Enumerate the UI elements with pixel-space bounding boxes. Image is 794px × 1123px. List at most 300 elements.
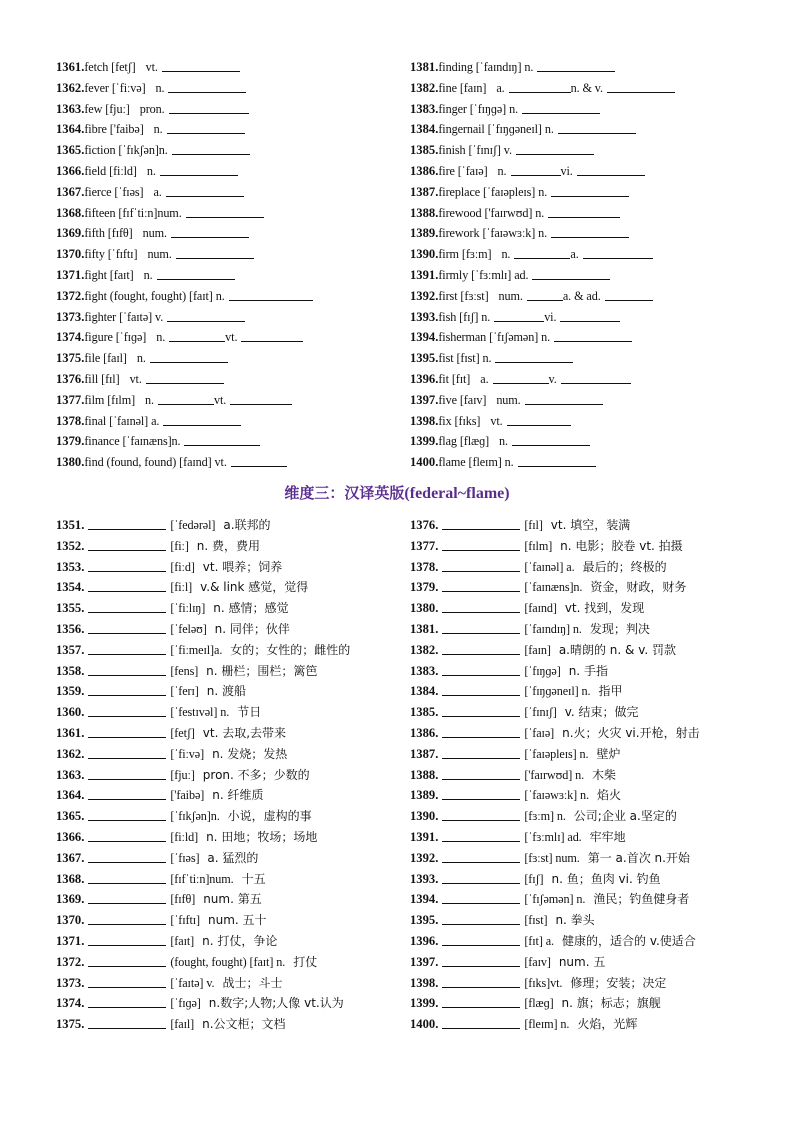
answer-blank[interactable] — [88, 767, 166, 780]
definition: 指甲 — [598, 684, 623, 699]
answer-blank[interactable] — [442, 725, 520, 738]
answer-blank[interactable] — [168, 80, 246, 93]
item-number: 1373. — [56, 975, 85, 990]
part-of-speech: vt. — [145, 60, 158, 74]
answer-blank[interactable] — [537, 59, 615, 72]
answer-blank[interactable] — [442, 704, 520, 717]
blank-label: v. — [548, 371, 557, 386]
phonetic: [fens] — [170, 663, 199, 678]
item-number: 1372. — [56, 954, 85, 969]
phonetic: [ˈfedərəl] — [170, 518, 216, 532]
definition: 修理；安装；决定 — [570, 975, 667, 990]
word-phonetic: fist [fɪst] n. — [438, 351, 492, 366]
answer-blank[interactable] — [88, 559, 166, 572]
answer-blank[interactable] — [158, 392, 214, 405]
answer-blank[interactable] — [442, 767, 520, 780]
answer-blank[interactable] — [229, 288, 313, 301]
answer-blank[interactable] — [88, 642, 166, 655]
word-phonetic: fifth [fɪfθ] — [84, 226, 133, 241]
word-phonetic: fish [fɪʃ] n. — [438, 309, 491, 324]
blank-label: n. & v. — [570, 80, 603, 95]
word-phonetic: final [ˈfaɪnəl] a. — [84, 413, 160, 428]
part-of-speech: n. — [143, 267, 153, 282]
answer-blank[interactable] — [442, 642, 520, 655]
word-phonetic: firewood ['faɪrwʊd] n. — [438, 205, 545, 220]
definition: 十五 — [241, 871, 266, 886]
phonetic: [ˈfeləʊ] — [170, 621, 207, 636]
phonetic: ['faɪrwʊd] n. — [524, 767, 585, 782]
answer-blank[interactable] — [88, 683, 166, 696]
answer-blank[interactable] — [577, 163, 645, 176]
answer-blank[interactable] — [442, 538, 520, 551]
answer-blank[interactable] — [88, 808, 166, 821]
item-number: 1383. — [410, 101, 439, 116]
answer-blank[interactable] — [241, 329, 303, 342]
item-number: 1353. — [56, 559, 85, 574]
answer-blank[interactable] — [442, 808, 520, 821]
answer-blank[interactable] — [88, 829, 166, 842]
definition: vt. 找到，发现 — [564, 601, 645, 616]
phonetic: [fɪlm] — [524, 538, 553, 553]
word-phonetic: finish [ˈfɪnɪʃ] v. — [438, 143, 512, 158]
answer-blank[interactable] — [516, 142, 594, 155]
answer-blank[interactable] — [88, 746, 166, 759]
phonetic: [ˈferɪ] — [170, 684, 199, 699]
word-phonetic: fighter [ˈfaɪtə] v. — [84, 309, 164, 324]
item-number: 1399. — [410, 434, 439, 449]
item-number: 1363. — [56, 101, 85, 116]
answer-blank[interactable] — [507, 413, 571, 426]
zh-en-list-left — [56, 515, 396, 1035]
vocab-row — [410, 744, 750, 765]
phonetic: [fɪfˈtiːn]num. — [170, 871, 234, 886]
answer-blank[interactable] — [442, 683, 520, 696]
item-number: 1399. — [410, 996, 439, 1011]
answer-blank[interactable] — [186, 205, 264, 218]
answer-blank[interactable] — [558, 121, 636, 134]
answer-blank[interactable] — [88, 954, 166, 967]
answer-blank[interactable] — [442, 995, 520, 1008]
answer-blank[interactable] — [88, 912, 166, 925]
item-number: 1393. — [410, 871, 439, 886]
answer-blank[interactable] — [88, 850, 166, 863]
answer-blank[interactable] — [88, 663, 166, 676]
answer-blank[interactable] — [442, 663, 520, 676]
answer-blank[interactable] — [88, 621, 166, 634]
answer-blank[interactable] — [88, 579, 166, 592]
item-number: 1392. — [410, 850, 439, 865]
answer-blank[interactable] — [554, 329, 632, 342]
definition: 小说，虚构的事 — [227, 809, 312, 824]
answer-blank[interactable] — [551, 184, 629, 197]
vocab-row — [56, 931, 396, 952]
answer-blank[interactable] — [176, 246, 254, 259]
item-number: 1397. — [410, 954, 439, 969]
word-phonetic: fine [faɪn] — [438, 80, 487, 95]
vocab-row — [56, 244, 396, 265]
vocab-row — [410, 244, 750, 265]
phonetic: [ˈfaɪə] — [524, 725, 555, 740]
vocab-row — [410, 785, 750, 806]
answer-blank[interactable] — [605, 288, 653, 301]
part-of-speech: n. — [497, 163, 507, 178]
definition: n.数字;人物;人像 vt.认为 — [208, 996, 344, 1011]
definition: n. 拳头 — [555, 913, 595, 928]
item-number: 1362. — [56, 746, 85, 761]
definition: num. 五十 — [208, 913, 267, 928]
part-of-speech: num. — [147, 247, 172, 262]
answer-blank[interactable] — [551, 225, 629, 238]
answer-blank[interactable] — [442, 829, 520, 842]
answer-blank[interactable] — [511, 163, 561, 176]
answer-blank[interactable] — [88, 891, 166, 904]
answer-blank[interactable] — [509, 80, 571, 93]
definition: n. 手指 — [568, 663, 608, 678]
word-phonetic: field [fiːld] — [84, 163, 137, 178]
en-zh-list-right — [410, 57, 750, 473]
word-phonetic: fisherman [ˈfɪʃəmən] n. — [438, 330, 551, 345]
item-number: 1361. — [56, 60, 85, 74]
vocab-row — [410, 223, 750, 244]
answer-blank[interactable] — [442, 933, 520, 946]
en-zh-list-left — [56, 57, 396, 473]
answer-blank[interactable] — [171, 225, 249, 238]
item-number: 1397. — [410, 392, 439, 407]
definition: n. 渡船 — [206, 684, 246, 699]
answer-blank[interactable] — [167, 309, 245, 322]
answer-blank[interactable] — [88, 600, 166, 613]
vocab-row — [410, 723, 750, 744]
answer-blank[interactable] — [167, 121, 245, 134]
definition: vt. 去取,去带来 — [202, 725, 287, 740]
item-number: 1355. — [56, 601, 85, 616]
answer-blank[interactable] — [522, 101, 600, 114]
item-number: 1379. — [410, 580, 439, 595]
answer-blank[interactable] — [88, 975, 166, 988]
item-number: 1370. — [56, 247, 85, 262]
phonetic: [fɪl] — [524, 518, 543, 532]
vocab-row — [56, 848, 396, 869]
answer-blank[interactable] — [88, 995, 166, 1008]
phonetic: [faɪnd] — [524, 601, 557, 616]
item-number: 1394. — [410, 330, 439, 345]
definition: n. 费，费用 — [196, 538, 261, 553]
vocab-row — [410, 411, 750, 432]
answer-blank[interactable] — [88, 538, 166, 551]
phonetic: [fɪʃ] — [524, 871, 544, 886]
answer-blank[interactable] — [494, 309, 544, 322]
vocab-row — [410, 140, 750, 161]
definition: v.& link 感觉，觉得 — [200, 580, 309, 595]
vocab-row — [56, 57, 396, 78]
phonetic: [ˈfaɪəwɜːk] n. — [524, 788, 589, 803]
definition: n. 旗；标志；旗舰 — [561, 996, 661, 1011]
part-of-speech: a. — [153, 184, 162, 199]
vocab-row — [56, 99, 396, 120]
item-number: 1387. — [410, 184, 439, 199]
part-of-speech: n. — [153, 122, 163, 137]
vocab-row — [56, 806, 396, 827]
answer-blank[interactable] — [442, 746, 520, 759]
phonetic: [fɪfθ] — [170, 892, 196, 907]
vocab-row — [410, 598, 750, 619]
answer-blank[interactable] — [160, 163, 238, 176]
answer-blank[interactable] — [525, 392, 603, 405]
answer-blank[interactable] — [169, 329, 225, 342]
definition: 健康的，适合的 v.使适合 — [562, 933, 696, 948]
definition: 牢牢地 — [589, 829, 626, 844]
vocab-row — [410, 307, 750, 328]
vocab-row — [410, 889, 750, 910]
answer-blank[interactable] — [583, 246, 653, 259]
part-of-speech: num. — [498, 288, 523, 303]
part-of-speech: vt. — [129, 371, 142, 386]
item-number: 1360. — [56, 705, 85, 720]
phonetic: [ˈfestɪvəl] n. — [170, 705, 230, 720]
part-of-speech: pron. — [139, 101, 165, 116]
answer-blank[interactable] — [607, 80, 675, 93]
vocab-row — [410, 952, 750, 973]
answer-blank[interactable] — [442, 850, 520, 863]
blank-label: vi. — [560, 163, 573, 178]
definition: a.晴朗的 n. & v. 罚款 — [558, 642, 677, 657]
word-phonetic: figure [ˈfɪɡə] — [84, 330, 147, 345]
item-number: 1384. — [410, 122, 439, 137]
item-number: 1365. — [56, 143, 85, 158]
item-number: 1398. — [410, 413, 439, 428]
item-number: 1396. — [410, 371, 439, 386]
part-of-speech: n. — [499, 434, 508, 449]
answer-blank[interactable] — [88, 517, 166, 530]
answer-blank[interactable] — [88, 704, 166, 717]
answer-blank[interactable] — [493, 371, 549, 384]
item-number: 1371. — [56, 267, 85, 282]
vocab-row — [56, 78, 396, 99]
part-of-speech: n. — [501, 247, 511, 262]
definition: 第一 a.首次 n.开始 — [587, 850, 690, 865]
item-number: 1367. — [56, 184, 85, 199]
definition: n. 发烧；发热 — [212, 746, 288, 761]
part-of-speech: a. — [496, 80, 505, 95]
answer-blank[interactable] — [146, 371, 224, 384]
vocab-row — [56, 952, 396, 973]
answer-blank[interactable] — [88, 725, 166, 738]
word-phonetic: fetch [fetʃ] — [84, 60, 136, 74]
phonetic: [fɜːm] n. — [524, 809, 566, 824]
part-of-speech: num. — [496, 392, 521, 407]
item-number: 1366. — [56, 829, 85, 844]
vocab-row — [410, 99, 750, 120]
vocab-row — [56, 993, 396, 1014]
phonetic: [faɪv] — [524, 954, 551, 969]
item-number: 1380. — [410, 601, 439, 616]
item-number: 1378. — [410, 559, 439, 574]
answer-blank[interactable] — [442, 787, 520, 800]
item-number: 1361. — [56, 725, 85, 740]
item-number: 1386. — [410, 163, 439, 178]
part-of-speech: n. — [136, 351, 146, 366]
item-number: 1381. — [410, 60, 439, 74]
definition: vt. 喂养；饲养 — [202, 559, 283, 574]
definition: 资金，财政，财务 — [590, 580, 687, 595]
item-number: 1383. — [410, 663, 439, 678]
answer-blank[interactable] — [442, 954, 520, 967]
phonetic: ['faibə] — [170, 788, 205, 803]
answer-blank[interactable] — [162, 59, 240, 72]
answer-blank[interactable] — [169, 101, 249, 114]
answer-blank[interactable] — [442, 600, 520, 613]
definition: a.联邦的 — [223, 518, 271, 532]
part-of-speech: vt. — [490, 413, 503, 428]
answer-blank[interactable] — [442, 975, 520, 988]
word-phonetic: fill [fɪl] — [84, 371, 120, 386]
answer-blank[interactable] — [88, 1016, 166, 1029]
vocab-row — [56, 681, 396, 702]
section-title-range: (federal~flame) — [404, 485, 510, 502]
item-number: 1380. — [56, 455, 85, 470]
vocab-row — [410, 431, 750, 452]
vocab-row — [410, 869, 750, 890]
item-number: 1389. — [410, 788, 439, 803]
answer-blank[interactable] — [527, 288, 563, 301]
answer-blank[interactable] — [495, 350, 573, 363]
answer-blank[interactable] — [514, 246, 570, 259]
answer-blank[interactable] — [442, 891, 520, 904]
answer-blank[interactable] — [166, 184, 244, 197]
answer-blank[interactable] — [512, 433, 590, 446]
answer-blank[interactable] — [172, 142, 250, 155]
item-number: 1351. — [56, 518, 85, 532]
item-number: 1381. — [410, 621, 439, 636]
answer-blank[interactable] — [560, 309, 620, 322]
vocab-row — [410, 119, 750, 140]
answer-blank[interactable] — [230, 392, 292, 405]
answer-blank[interactable] — [157, 267, 235, 280]
vocab-row — [56, 431, 396, 452]
answer-blank[interactable] — [442, 517, 520, 530]
definition: n. 鱼；鱼肉 vi. 钓鱼 — [551, 871, 661, 886]
phonetic: (fought, fought) [faɪt] n. — [170, 954, 286, 969]
phonetic: [fɪst] — [524, 913, 548, 928]
item-number: 1368. — [56, 871, 85, 886]
item-number: 1368. — [56, 205, 85, 220]
definition: 焰火 — [596, 788, 621, 803]
answer-blank[interactable] — [88, 933, 166, 946]
answer-blank[interactable] — [184, 433, 260, 446]
answer-blank[interactable] — [442, 871, 520, 884]
item-number: 1375. — [56, 1017, 85, 1032]
phonetic: [faɪl] — [170, 1017, 195, 1032]
vocab-row — [410, 702, 750, 723]
definition: vt. 填空，装满 — [550, 518, 631, 532]
phonetic: [fɪt] a. — [524, 933, 554, 948]
phonetic: [fiː] — [170, 538, 189, 553]
word-phonetic: fingernail [ˈfɪŋɡəneɪl] n. — [438, 122, 554, 137]
phonetic: [ˈfaɪnəl] a. — [524, 559, 575, 574]
answer-blank[interactable] — [442, 1016, 520, 1029]
answer-blank[interactable] — [88, 871, 166, 884]
vocab-row — [56, 307, 396, 328]
phonetic: [ˈfɪɡə] — [170, 996, 201, 1011]
answer-blank[interactable] — [442, 621, 520, 634]
vocab-row — [56, 452, 396, 473]
phonetic: [fiːl] — [170, 580, 193, 595]
definition: pron. 不多；少数的 — [202, 767, 310, 782]
word-phonetic: fifteen [fɪfˈtiːn]num. — [84, 205, 182, 220]
answer-blank[interactable] — [231, 454, 287, 467]
vocab-row — [56, 348, 396, 369]
definition: 渔民；钓鱼健身者 — [593, 892, 690, 907]
vocab-row — [410, 619, 750, 640]
vocab-row — [56, 661, 396, 682]
word-phonetic: fifty [ˈfɪftɪ] — [84, 247, 138, 262]
item-number: 1391. — [410, 267, 439, 282]
answer-blank[interactable] — [442, 912, 520, 925]
item-number: 1365. — [56, 809, 85, 824]
definition: n. 同伴；伙伴 — [214, 621, 290, 636]
answer-blank[interactable] — [532, 267, 610, 280]
vocab-row — [410, 78, 750, 99]
answer-blank[interactable] — [442, 579, 520, 592]
item-number: 1390. — [410, 809, 439, 824]
vocab-row — [410, 390, 750, 411]
answer-blank[interactable] — [548, 205, 620, 218]
vocab-row — [56, 910, 396, 931]
answer-blank[interactable] — [561, 371, 631, 384]
vocab-row — [56, 765, 396, 786]
definition: a. 猛烈的 — [207, 850, 259, 865]
item-number: 1390. — [410, 247, 439, 262]
item-number: 1363. — [56, 767, 85, 782]
word-phonetic: fiction [ˈfɪkʃən]n. — [84, 143, 168, 158]
blank-label: vi. — [544, 309, 557, 324]
item-number: 1375. — [56, 351, 85, 366]
answer-blank[interactable] — [442, 559, 520, 572]
word-phonetic: file [faɪl] — [84, 351, 127, 366]
blank-label: vt. — [225, 330, 238, 345]
vocab-row — [56, 140, 396, 161]
vocab-row — [56, 889, 396, 910]
vocab-row — [56, 577, 396, 598]
vocab-row — [410, 286, 750, 307]
word-phonetic: fireplace [ˈfaɪəpleɪs] n. — [438, 184, 548, 199]
item-number: 1372. — [56, 288, 85, 303]
part-of-speech: n. — [155, 80, 165, 95]
item-number: 1370. — [56, 913, 85, 928]
vocab-row — [56, 598, 396, 619]
vocab-row — [410, 661, 750, 682]
phonetic: [ˈfiːlɪŋ] — [170, 601, 206, 616]
vocab-row — [56, 203, 396, 224]
answer-blank[interactable] — [88, 787, 166, 800]
word-phonetic: firm [fɜːm] — [438, 247, 492, 262]
definition: 女的；女性的；雌性的 — [230, 642, 351, 657]
definition: n. 电影；胶卷 vt. 拍摄 — [560, 538, 683, 553]
answer-blank[interactable] — [150, 350, 228, 363]
item-number: 1391. — [410, 829, 439, 844]
vocab-row — [410, 910, 750, 931]
part-of-speech: num. — [142, 226, 167, 241]
phonetic: [flæɡ] — [524, 996, 554, 1011]
vocab-row — [410, 182, 750, 203]
answer-blank[interactable] — [518, 454, 596, 467]
vocab-row — [56, 369, 396, 390]
part-of-speech: n. — [146, 163, 156, 178]
vocab-row — [56, 973, 396, 994]
answer-blank[interactable] — [163, 413, 241, 426]
phonetic: [fleɪm] n. — [524, 1017, 570, 1032]
vocab-row — [56, 785, 396, 806]
